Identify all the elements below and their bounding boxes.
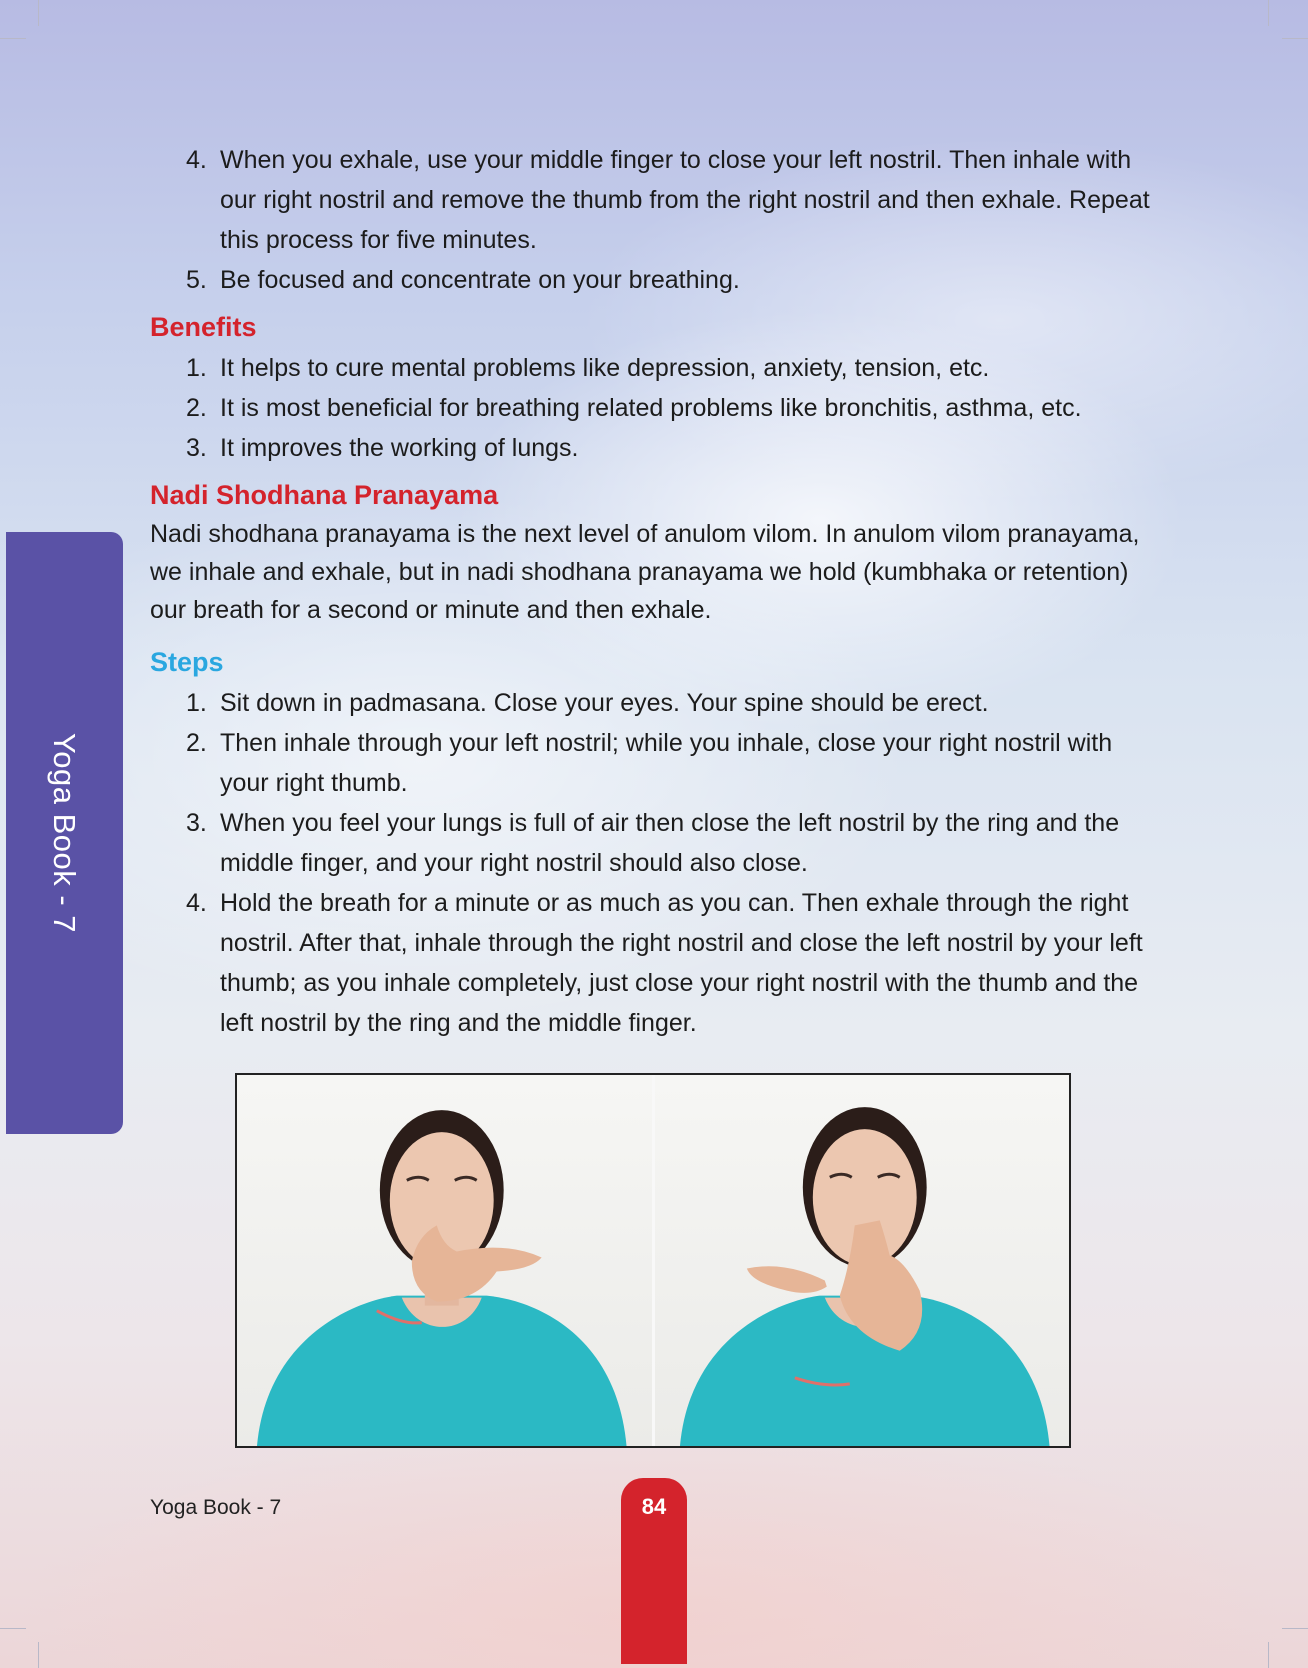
nadi-shodhana-paragraph: Nadi shodhana pranayama is the next level of anulom vilom. In anulom vilom pranayama, we inhale and exhale, but in nadi shodhana pranayama we hold (kumbhaka or retention) our breath for a second or minute and then exhale. (150, 520, 1140, 624)
crop-mark (1268, 0, 1269, 26)
crop-mark (38, 1642, 39, 1668)
item-text: Then inhale through your left nostril; while you inhale, close your right nostril with your right thumb. (220, 729, 1113, 797)
list-item (150, 803, 1160, 883)
side-tab-label: Yoga Book - 7 (47, 732, 82, 934)
item-text: Hold the breath for a minute or as much as you can. Then exhale through the right nostril. After that, inhale through the right nostril and close the left nostril by your left thumb; as you inhale completely, just close your right nostril with the thumb and the left nostril by the ring and the middle finger. (220, 889, 1143, 1037)
woman-illustration (237, 1075, 652, 1446)
steps-heading: Steps (150, 647, 224, 677)
nadi-shodhana-heading: Nadi Shodhana Pranayama (150, 480, 499, 510)
photo-right-finger-closing (652, 1075, 1070, 1446)
crop-mark (38, 0, 39, 26)
crop-mark (0, 38, 26, 39)
list-item (150, 723, 1160, 803)
benefits-heading: Benefits (150, 312, 257, 342)
item-number: 4. (186, 889, 207, 917)
list-item (150, 683, 1160, 723)
item-number: 1. (186, 689, 207, 717)
item-text: It is most beneficial for breathing related problems like bronchitis, asthma, etc. (220, 394, 1082, 422)
page-content (150, 140, 1160, 1043)
item-number: 3. (186, 809, 207, 837)
pranayama-photo-pair (235, 1073, 1071, 1448)
list-item (150, 140, 1160, 260)
photo-left-thumb-closing (237, 1075, 652, 1446)
item-number: 1. (186, 354, 207, 382)
item-number: 5. (186, 266, 207, 294)
woman-illustration (655, 1075, 1070, 1446)
item-text: Sit down in padmasana. Close your eyes. Your spine should be erect. (220, 689, 989, 717)
list-item (150, 428, 1160, 468)
list-item (150, 348, 1160, 388)
item-text: When you feel your lungs is full of air then close the left nostril by the ring and the middle finger, and your right nostril should also close. (220, 809, 1120, 877)
list-item (150, 260, 1160, 300)
item-text: It helps to cure mental problems like depression, anxiety, tension, etc. (220, 354, 990, 382)
crop-mark (1268, 1642, 1269, 1668)
crop-mark (1282, 38, 1308, 39)
footer-book-title: Yoga Book - 7 (150, 1496, 282, 1519)
page-number: 84 (641, 1494, 667, 1519)
item-number: 3. (186, 434, 207, 462)
item-text: It improves the working of lungs. (220, 434, 579, 462)
benefits-list (150, 348, 1160, 468)
continued-steps-list (150, 140, 1160, 300)
item-text: When you exhale, use your middle finger to close your left nostril. Then inhale with our right nostril and remove the thumb from the right nostril and then exhale. Repeat this process for five minutes. (220, 146, 1150, 254)
list-item (150, 388, 1160, 428)
item-text: Be focused and concentrate on your breathing. (220, 266, 740, 294)
item-number: 2. (186, 729, 207, 757)
steps-list (150, 683, 1160, 1043)
item-number: 2. (186, 394, 207, 422)
list-item (150, 883, 1160, 1043)
item-number: 4. (186, 146, 207, 174)
crop-mark (1282, 1628, 1308, 1629)
crop-mark (0, 1628, 26, 1629)
